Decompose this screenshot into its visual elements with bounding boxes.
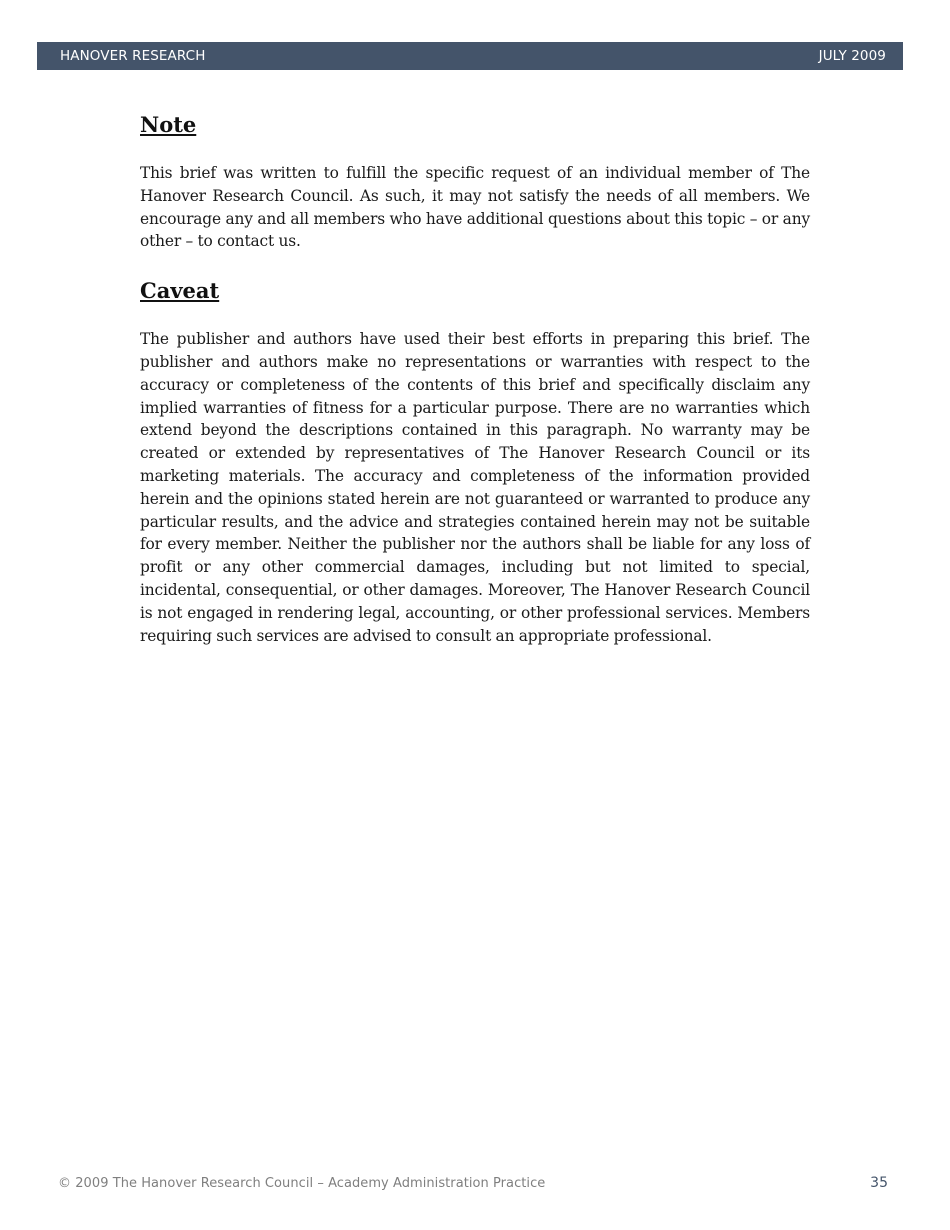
footer-copyright: © 2009 The Hanover Research Council – Academy Administration Practice (58, 1176, 546, 1191)
header-date: JULY 2009 (818, 48, 886, 64)
caveat-paragraph: The publisher and authors have used their best efforts in preparing this brief. The publisher and authors make no representations or warranties with respect to the accuracy or completeness of the contents of this brief and specifically disclaim any implied warranties of fitness for a particular purpose. There are no warranties which extend beyond the descriptions contained in this paragraph. No warranty may be created or extended by representatives of The Hanover Research Council or its marketing materials. The accuracy and completeness of the information provided herein and the opinions stated herein are not guaranteed or warranted to produce any particular results, and the advice and strategies contained herein may not be suitable for every member. Neither the publisher nor the authors shall be liable for any loss of profit or any other commercial damages, including but not limited to special, incidental, consequential, or other damages. Moreover, The Hanover Research Council is not engaged in rendering legal, accounting, or other professional services. Members requiring such services are advised to consult an appropriate professional. (140, 330, 810, 645)
page-content (140, 110, 810, 647)
header-organization: HANOVER RESEARCH (60, 48, 206, 64)
page-number: 35 (870, 1175, 888, 1191)
page-header (37, 42, 903, 70)
note-paragraph: This brief was written to fulfill the specific request of an individual member of The Hanover Research Council. As such, it may not satisfy the needs of all members. We encourage any and all members who have additional questions about this topic – or any other – to contact us. (140, 164, 810, 251)
note-heading: Note (140, 112, 197, 137)
caveat-heading: Caveat (140, 278, 220, 304)
